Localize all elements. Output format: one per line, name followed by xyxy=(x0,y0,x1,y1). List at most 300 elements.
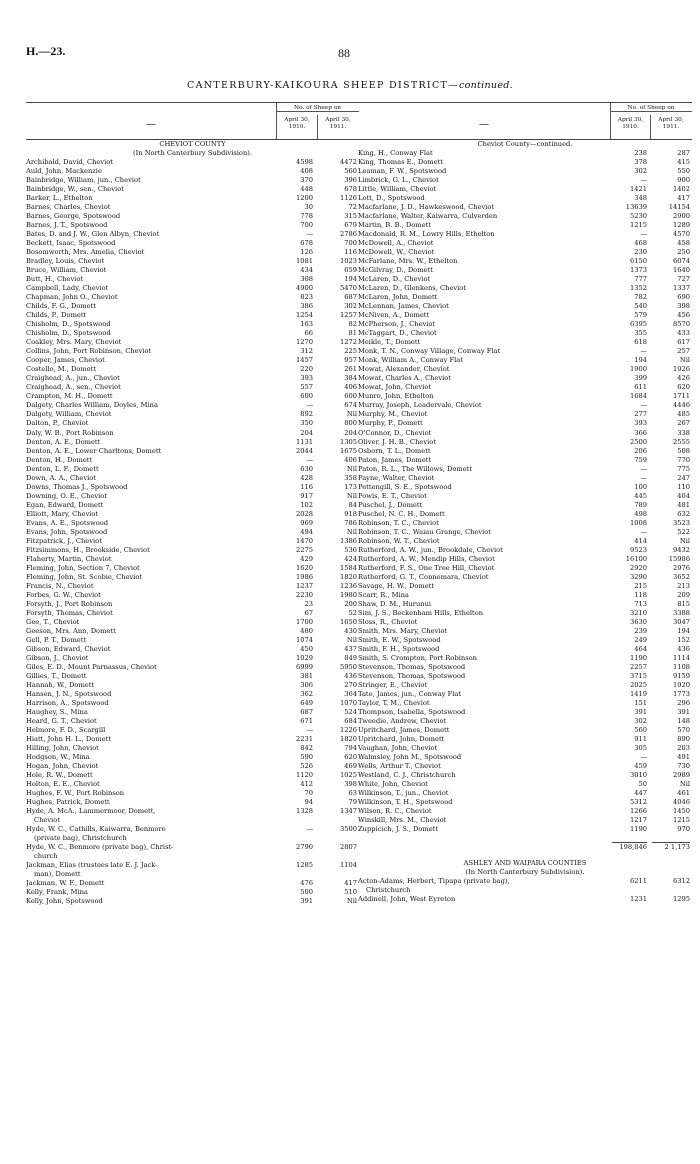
owner-name: Forsyth, Thomas, Cheviot xyxy=(26,608,113,617)
sheep-1911-value: 79 xyxy=(348,798,357,807)
sheep-1911-value: 522 xyxy=(677,527,690,536)
sheep-1910-value: 206 xyxy=(634,446,647,455)
table-row xyxy=(26,293,359,302)
owner-name: Archibald, David, Cheviot xyxy=(26,158,113,167)
sheep-1910-value: 480 xyxy=(300,626,313,635)
sheep-1910-value: 1270 xyxy=(295,338,313,347)
table-row xyxy=(358,537,692,546)
owner-name: Hiatt, John H. L., Domett xyxy=(26,735,111,744)
sheep-1910-value: — xyxy=(640,527,647,536)
sheep-1911-value: 1215 xyxy=(672,816,690,825)
sheep-1910-value: 649 xyxy=(300,698,313,707)
owner-name: Fitzpatrick, J., Cheviot xyxy=(26,536,102,545)
sheep-1910-value: 355 xyxy=(634,329,647,338)
sheep-1911-value: 1023 xyxy=(339,257,357,266)
sheep-1910-value: 447 xyxy=(634,789,647,798)
page-number: 88 xyxy=(338,46,350,60)
table-row xyxy=(358,636,692,645)
table-row xyxy=(26,735,359,744)
owner-name: Barnes, Charles, Cheviot xyxy=(26,203,111,212)
table-row xyxy=(26,852,359,861)
left-column xyxy=(26,102,359,906)
owner-name: Powis, E. T., Cheviot xyxy=(358,491,427,500)
table-row xyxy=(26,861,359,870)
table-row xyxy=(26,519,359,528)
page-title xyxy=(0,80,700,91)
sheep-1911-value: 2989 xyxy=(672,771,690,780)
table-row xyxy=(358,753,692,762)
sheep-1911-value: 550 xyxy=(677,167,690,176)
sheep-1910-value: 249 xyxy=(634,635,647,644)
owner-name: church xyxy=(34,852,58,861)
owner-name: Jackman, Elias (trustees late E. J. Jack- xyxy=(26,861,158,870)
table-row xyxy=(26,230,359,239)
sheep-1910-value: 777 xyxy=(634,275,647,284)
owner-name: Elliott, Mary, Cheviot xyxy=(26,509,99,518)
table-row xyxy=(26,699,359,708)
owner-name: Upritchard, John, Domett xyxy=(358,735,445,744)
owner-name: Leaman, F. W., Spotswood xyxy=(358,167,447,176)
name-header: — xyxy=(479,119,489,130)
sheep-1911-value: 437 xyxy=(344,644,357,653)
sheep-1911-value: 1584 xyxy=(339,563,357,572)
sheep-1910-value: 2500 xyxy=(629,437,647,446)
sheep-1910-value: 6999 xyxy=(295,662,313,671)
sheep-1911-value: 396 xyxy=(344,176,357,185)
section-heading xyxy=(358,140,692,149)
sheep-1910-value: 1419 xyxy=(629,689,647,698)
sheep-1910-value: 1328 xyxy=(295,807,313,816)
table-row xyxy=(26,717,359,726)
sheep-1910-value: 2920 xyxy=(629,563,647,572)
sheep-1910-value: — xyxy=(640,230,647,239)
sheep-1910-value: 459 xyxy=(634,762,647,771)
total-row xyxy=(358,842,692,851)
table-row xyxy=(358,744,692,753)
sheep-1911-value: 678 xyxy=(344,185,357,194)
sheep-1910-value: — xyxy=(640,347,647,356)
table-row xyxy=(26,762,359,771)
sheep-1910-value: 526 xyxy=(300,762,313,771)
sheep-1911-value: 404 xyxy=(677,491,690,500)
sheep-1910-value: 381 xyxy=(300,671,313,680)
sheep-1910-value: 1190 xyxy=(629,653,647,662)
sheep-1911-value: 204 xyxy=(344,428,357,437)
owner-name: Scarr, R., Mina xyxy=(358,590,409,599)
table-row xyxy=(26,627,359,636)
sheep-1910-value: 151 xyxy=(634,698,647,707)
table-row xyxy=(26,537,359,546)
table-row xyxy=(26,798,359,807)
owner-name: Downs, Thomas J., Spotswood xyxy=(26,482,128,491)
sheep-1910-value: 823 xyxy=(300,293,313,302)
sheep-1910-value: 600 xyxy=(300,392,313,401)
owner-name: Monk, T. N., Conway Village, Conway Flat xyxy=(358,347,501,356)
owner-name: Oliver, J. H. B., Cheviot xyxy=(358,437,437,446)
sheep-1911-value: 481 xyxy=(677,500,690,509)
sheep-1910-value: 305 xyxy=(634,744,647,753)
sheep-1911-value: 1347 xyxy=(339,807,357,816)
sheep-1911-value: 267 xyxy=(677,419,690,428)
sheep-1910-value: 498 xyxy=(634,509,647,518)
owner-name: Martin, B. B., Domett xyxy=(358,221,431,230)
owner-name: Bosomworth, Mrs. Amelia, Cheviot xyxy=(26,248,145,257)
sheep-1911-value: 9432 xyxy=(672,545,690,554)
sheep-1911-value: 84 xyxy=(348,500,357,509)
owner-name: Little, William, Cheviot xyxy=(358,185,437,194)
sheep-1911-value: 4446 xyxy=(672,401,690,410)
owner-name: (private bag), Christchurch xyxy=(34,834,127,843)
sheep-1910-value: 1700 xyxy=(295,617,313,626)
sheep-1911-value: 1295 xyxy=(672,895,690,904)
owner-name: Barnes, George, Spotswood xyxy=(26,212,121,221)
sheep-1910-value: 9523 xyxy=(629,545,647,554)
sheep-1911-value: 2786 xyxy=(339,230,357,239)
owner-name: Pettengill, S. E., Spotswood xyxy=(358,482,452,491)
sheep-1911-value: 4046 xyxy=(672,798,690,807)
owner-name: Murphy, M., Cheviot xyxy=(358,410,428,419)
sheep-1910-value: 100 xyxy=(634,482,647,491)
owner-name: Auld, John, Mackenzie xyxy=(26,167,102,176)
owner-name: Evans, John, Spotswood xyxy=(26,527,108,536)
owner-name: Chisholm, D., Spotswood xyxy=(26,329,111,338)
owner-name: Westland, C. J., Christchurch xyxy=(358,771,456,780)
sheep-1910-value: 464 xyxy=(634,644,647,653)
sheep-1911-value: 3523 xyxy=(672,518,690,527)
sheep-1911-value: 6074 xyxy=(672,257,690,266)
sheep-1910-value: 13639 xyxy=(625,203,647,212)
sheep-1911-value: 3388 xyxy=(672,608,690,617)
table-row xyxy=(358,609,692,618)
owner-name: Butt, H., Cheviot xyxy=(26,275,84,284)
owner-name: Puschel, N. C. H., Domett xyxy=(358,509,445,518)
table-row xyxy=(358,203,692,212)
table-row xyxy=(358,492,692,501)
table-row xyxy=(26,365,359,374)
table-row xyxy=(358,807,692,816)
sheep-1910-value: 204 xyxy=(300,428,313,437)
table-row xyxy=(358,895,692,904)
table-row xyxy=(26,203,359,212)
sheep-1910-value: — xyxy=(306,726,313,735)
table-row xyxy=(358,789,692,798)
sheep-1910-value: 3630 xyxy=(629,617,647,626)
table-row xyxy=(26,879,359,888)
sheep-1910-value: 3715 xyxy=(629,671,647,680)
sheep-1911-value: 508 xyxy=(677,446,690,455)
owner-name: Vaughan, John, Cheviot xyxy=(358,744,438,753)
sheep-1911-value: 2976 xyxy=(672,563,690,572)
sheep-1911-value: 302 xyxy=(344,302,357,311)
sheep-1911-value: 296 xyxy=(677,698,690,707)
document-code: H.—23. xyxy=(26,44,66,58)
section-heading-text: ASHLEY AND WAIPARA COUNTIES xyxy=(463,859,587,868)
table-row xyxy=(358,365,692,374)
sheep-1911-value: 469 xyxy=(344,762,357,771)
table-row xyxy=(358,654,692,663)
sheep-1910-value: 911 xyxy=(634,735,647,744)
sheep-1910-value: 2257 xyxy=(629,662,647,671)
sheep-1910-value: 590 xyxy=(300,753,313,762)
table-row xyxy=(26,429,359,438)
owner-name: Christchurch xyxy=(366,886,411,895)
table-row xyxy=(26,636,359,645)
sheep-1911-value: 415 xyxy=(677,158,690,167)
sheep-1911-value: 1820 xyxy=(339,572,357,581)
table-row xyxy=(358,230,692,239)
owner-name: Hole, R. W., Domett xyxy=(26,771,93,780)
sheep-1910-value: 1986 xyxy=(295,572,313,581)
sheep-1910-value: 1237 xyxy=(295,581,313,590)
owner-name: Munro, John, Ethelton xyxy=(358,392,434,401)
sheep-1911-value: Nil xyxy=(346,635,357,644)
sheep-1911-value: 600 xyxy=(344,392,357,401)
owner-name: Gibson, Edward, Cheviot xyxy=(26,644,111,653)
table-row xyxy=(358,699,692,708)
table-row xyxy=(26,564,359,573)
sheep-1910-value: 414 xyxy=(634,536,647,545)
owner-name: Sloss, R., Cheviot xyxy=(358,617,418,626)
sheep-1910-value: 630 xyxy=(300,464,313,473)
owner-name: Winskill, Mrs. M., Cheviot xyxy=(358,816,447,825)
sheep-1911-value: 406 xyxy=(344,455,357,464)
sheep-1910-value: 1900 xyxy=(629,365,647,374)
sheep-1911-value: 398 xyxy=(344,780,357,789)
sheep-1910-value: 239 xyxy=(634,626,647,635)
sheep-1911-value: 485 xyxy=(677,410,690,419)
sheep-1910-value: 892 xyxy=(300,410,313,419)
table-row xyxy=(26,284,359,293)
table-row xyxy=(358,834,692,842)
table-row xyxy=(26,401,359,410)
owner-name: Smith, Mrs. Mary, Cheviot xyxy=(358,626,448,635)
sheep-1911-value: 391 xyxy=(677,707,690,716)
table-row xyxy=(26,221,359,230)
sheep-1911-value: 700 xyxy=(344,239,357,248)
sheep-1911-value: 1337 xyxy=(672,284,690,293)
sheep-1910-value: 118 xyxy=(634,590,647,599)
table-row xyxy=(358,401,692,410)
table-row xyxy=(358,618,692,627)
owner-name: Bradley, Louis, Cheviot xyxy=(26,257,105,266)
sheep-1911-value: 338 xyxy=(677,428,690,437)
table-row xyxy=(358,320,692,329)
owner-name: Robinson, T. C., Waiau Grange, Cheviot xyxy=(358,527,491,536)
sheep-1911-value: 679 xyxy=(344,221,357,230)
table-row xyxy=(26,825,359,834)
table-row xyxy=(26,158,359,167)
sheep-1910-value: 238 xyxy=(634,149,647,158)
table-row xyxy=(358,429,692,438)
sheep-1910-value: 2275 xyxy=(295,545,313,554)
year-1911-header: April 30, 1911. xyxy=(658,117,684,130)
table-row xyxy=(358,239,692,248)
table-row xyxy=(26,501,359,510)
sheep-1910-value: — xyxy=(640,464,647,473)
table-row xyxy=(358,708,692,717)
table-row xyxy=(358,347,692,356)
table-row xyxy=(26,248,359,257)
owner-name: Denton, L. F., Domett xyxy=(26,464,99,473)
table-row xyxy=(26,266,359,275)
sheep-1910-value: 687 xyxy=(300,707,313,716)
owner-name: McLaren, D., Cheviot xyxy=(358,275,431,284)
year-1911-header: April 30, 1911. xyxy=(325,117,351,130)
owner-name: Denton, A. E., Lower Charltons, Domett xyxy=(26,446,162,455)
owner-name: Jackman, W. F., Domett xyxy=(26,879,105,888)
owner-name: Payne, Walter, Cheviot xyxy=(358,473,435,482)
owner-name: Craighead, A., jun., Cheviot xyxy=(26,374,120,383)
sheep-1911-value: 173 xyxy=(344,482,357,491)
sheep-1911-value: 203 xyxy=(677,744,690,753)
sheep-1911-value: 2 1,173 xyxy=(652,842,690,852)
sheep-1911-value: 1920 xyxy=(672,680,690,689)
sheep-1910-value: 429 xyxy=(300,554,313,563)
table-row xyxy=(26,465,359,474)
owner-name: Stevenson, Thomas, Spotswood xyxy=(358,662,466,671)
sheep-1910-value: 476 xyxy=(300,879,313,888)
table-row xyxy=(26,410,359,419)
right-column xyxy=(358,102,692,904)
table-row xyxy=(358,374,692,383)
table-row xyxy=(358,438,692,447)
sheep-1910-value: 611 xyxy=(634,383,647,392)
sheep-1911-value: 1226 xyxy=(339,726,357,735)
sheep-1911-value: 8570 xyxy=(672,320,690,329)
sheep-1910-value: 1457 xyxy=(295,356,313,365)
sheep-1911-value: 730 xyxy=(677,762,690,771)
sheep-1911-value: 417 xyxy=(677,194,690,203)
sheep-1911-value: Nil xyxy=(346,410,357,419)
owner-name: Barnes, J. T., Spotswood xyxy=(26,221,108,230)
sheep-1910-value: 1074 xyxy=(295,635,313,644)
table-row xyxy=(358,564,692,573)
owner-name: Shaw, D. M., Hurunui xyxy=(358,599,432,608)
sheep-header: No. of Sheep on xyxy=(276,105,359,112)
owner-name: Smith, S. Crompton, Port Robinson xyxy=(358,653,477,662)
table-row xyxy=(358,546,692,555)
sheep-1910-value: 445 xyxy=(634,491,647,500)
sheep-1911-value: Nil xyxy=(346,527,357,536)
sheep-1910-value: — xyxy=(640,473,647,482)
sheep-1911-value: 918 xyxy=(344,509,357,518)
sheep-1911-value: 3652 xyxy=(672,572,690,581)
table-row xyxy=(358,158,692,167)
sheep-1911-value: 406 xyxy=(344,383,357,392)
sheep-1910-value: 540 xyxy=(634,302,647,311)
owner-name: McTaggart, D., Cheviot xyxy=(358,329,437,338)
sheep-1910-value: 2790 xyxy=(295,843,313,852)
owner-name: Fleming, John, Section 7, Cheviot xyxy=(26,563,140,572)
sheep-1910-value: 1266 xyxy=(629,807,647,816)
table-row xyxy=(26,546,359,555)
sheep-1910-value: 1373 xyxy=(629,266,647,275)
sheep-1910-value: — xyxy=(640,176,647,185)
table-row xyxy=(358,717,692,726)
owner-name: Kelly, Frank, Mina xyxy=(26,888,88,897)
table-row xyxy=(358,600,692,609)
table-row xyxy=(358,266,692,275)
owner-name: Fleming, John, St. Scobie, Cheviot xyxy=(26,572,143,581)
owner-name: Stevenson, Thomas, Spotswood xyxy=(358,671,466,680)
sheep-1910-value: 713 xyxy=(634,599,647,608)
sheep-1910-value: 3210 xyxy=(629,608,647,617)
sheep-1911-value: 727 xyxy=(677,275,690,284)
sheep-1911-value: 456 xyxy=(677,311,690,320)
section-heading xyxy=(358,859,692,868)
sheep-1911-value: 770 xyxy=(677,455,690,464)
table-row xyxy=(358,329,692,338)
owner-name: Meikle, T., Domett xyxy=(358,338,421,347)
sheep-1910-value: 1254 xyxy=(295,311,313,320)
sheep-1911-value: 417 xyxy=(344,879,357,888)
owner-name: Paton, R. L., The Willows, Domett xyxy=(358,464,473,473)
sheep-1911-value: 1126 xyxy=(339,194,357,203)
sheep-1911-value: 152 xyxy=(677,635,690,644)
sheep-1910-value: 1029 xyxy=(295,653,313,662)
owner-name: Rutherford, A. W., Mendip Hills, Cheviot xyxy=(358,554,495,563)
owner-name: Bruce, William, Cheviot xyxy=(26,266,107,275)
sheep-1911-value: 1402 xyxy=(672,185,690,194)
owner-name: Giles, E. D., Mount Parnassus, Cheviot xyxy=(26,662,157,671)
table-row xyxy=(358,627,692,636)
sheep-1911-value: 4472 xyxy=(339,158,357,167)
owner-name: Francis, N., Cheviot xyxy=(26,581,94,590)
sheep-1911-value: 2900 xyxy=(672,212,690,221)
table-row xyxy=(358,383,692,392)
sheep-1910-value: 23 xyxy=(304,599,313,608)
sheep-1911-value: 1108 xyxy=(672,662,690,671)
owner-name: Hyde, W. C., Cathills, Kaiwarra, Benmore xyxy=(26,825,166,834)
sheep-1910-value: 1008 xyxy=(629,518,647,527)
sheep-1910-value: 2025 xyxy=(629,680,647,689)
owner-name: Thompson, Isabella, Spotswood xyxy=(358,707,466,716)
sheep-1911-value: 9159 xyxy=(672,671,690,680)
sheep-1910-value: 94 xyxy=(304,798,313,807)
name-header: — xyxy=(146,119,156,130)
table-row xyxy=(358,275,692,284)
owner-name: Wilkinson, T., jun., Cheviot xyxy=(358,789,449,798)
sheep-1910-value: 194 xyxy=(634,356,647,365)
title-continued: continued. xyxy=(458,80,513,91)
owner-name: Haughey, S., Mina xyxy=(26,707,88,716)
owner-name: Stringer, E., Cheviot xyxy=(358,680,428,689)
table-row xyxy=(26,600,359,609)
owner-name: McLaren, John, Domett xyxy=(358,293,438,302)
sheep-1911-value: 1820 xyxy=(339,735,357,744)
sheep-1910-value: 1215 xyxy=(629,221,647,230)
sheep-1911-value: 213 xyxy=(677,581,690,590)
owner-name: Evans, A. E., Spotswood xyxy=(26,518,109,527)
sheep-1911-value: 1675 xyxy=(339,446,357,455)
sheep-1910-value: 842 xyxy=(300,744,313,753)
table-row xyxy=(358,474,692,483)
owner-name: Macdonald, R. M., Lowry Hills, Ethelton xyxy=(358,230,495,239)
sheep-1910-value: 163 xyxy=(300,320,313,329)
sheep-1910-value: 408 xyxy=(300,167,313,176)
table-row xyxy=(358,293,692,302)
sheep-1910-value: 500 xyxy=(300,888,313,897)
owner-name: McLaren, D., Glenkens, Cheviot xyxy=(358,284,466,293)
section-heading xyxy=(358,868,692,877)
sheep-1910-value: 386 xyxy=(300,302,313,311)
sheep-1910-value: 126 xyxy=(300,248,313,257)
sheep-1911-value: 1025 xyxy=(339,771,357,780)
sheep-1910-value: 782 xyxy=(634,293,647,302)
sheep-1911-value: 2807 xyxy=(339,843,357,852)
owner-name: McPherson, J., Cheviot xyxy=(358,320,436,329)
owner-name: Macfarlane, Walter, Kaiwarra, Culverden xyxy=(358,212,498,221)
